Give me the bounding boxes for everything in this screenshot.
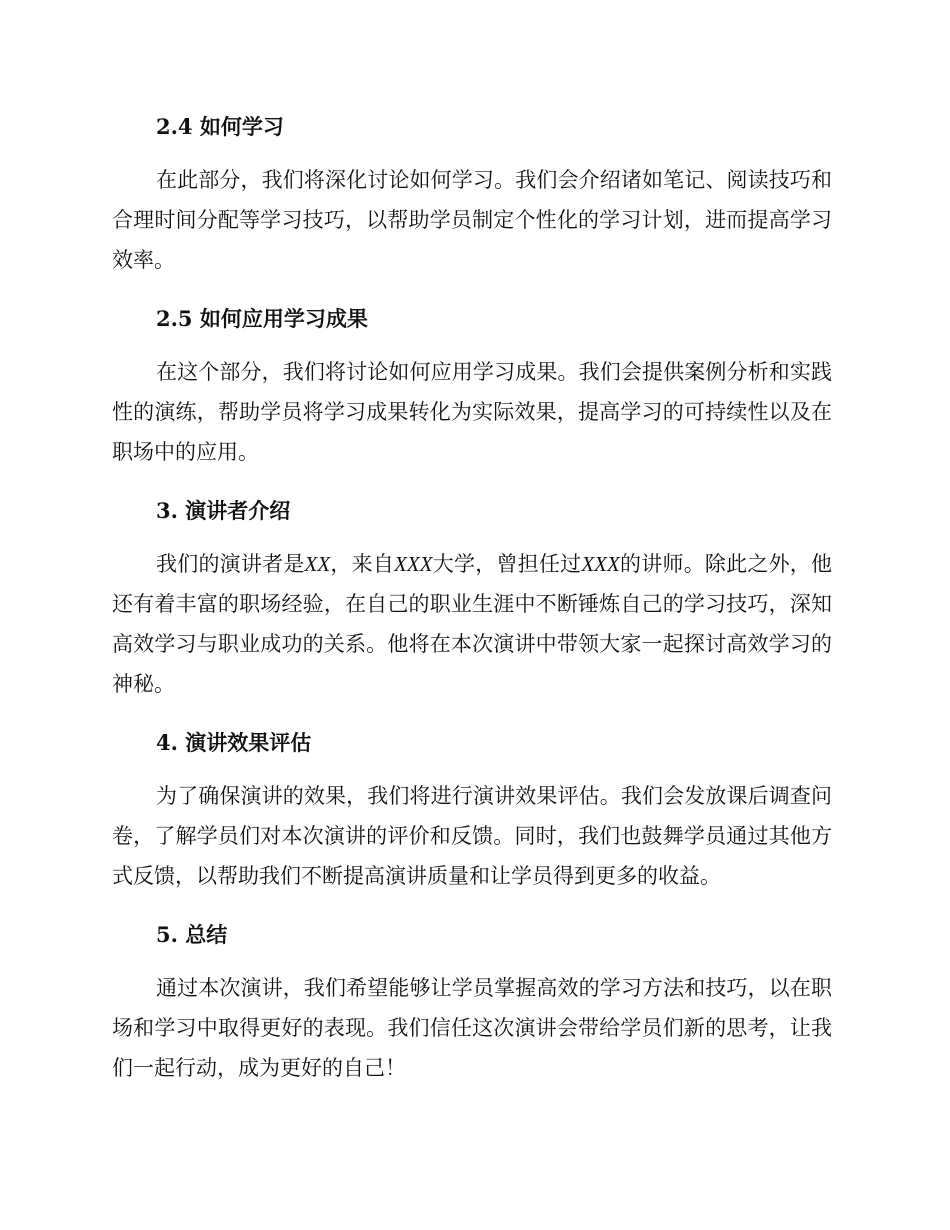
- section-heading: 5. 总结: [156, 922, 228, 947]
- document-content: [112, 108, 832, 1104]
- section-2-5: [112, 300, 832, 472]
- section-heading: 4. 演讲效果评估: [156, 730, 312, 755]
- section-paragraph: 通过本次演讲，我们希望能够让学员掌握高效的学习方法和技巧，以在职场和学习中取得更好的表现。我们信任这次演讲会带给学员们新的思考，让我们一起行动，成为更好的自己！: [112, 976, 832, 1080]
- section-paragraph: [112, 544, 832, 704]
- math-text: XXX: [581, 552, 620, 576]
- section-heading: 2.4 如何学习: [156, 114, 284, 139]
- section-3: [112, 492, 832, 704]
- section-2-4: [112, 108, 832, 280]
- section-paragraph: 在这个部分，我们将讨论如何应用学习成果。我们会提供案例分析和实践性的演练，帮助学员将学习成果转化为实际效果，提高学习的可持续性以及在职场中的应用。: [112, 360, 832, 464]
- math-text: XXX: [394, 552, 433, 576]
- paragraph-text: 大学，曾担任过: [432, 552, 582, 576]
- section-4: [112, 724, 832, 896]
- paragraph-text: ，来自: [330, 552, 395, 576]
- section-paragraph: 为了确保演讲的效果，我们将进行演讲效果评估。我们会发放课后调查问卷，了解学员们对本次演讲的评价和反馈。同时，我们也鼓舞学员通过其他方式反馈，以帮助我们不断提高演讲质量和让学员得到更多的收益。: [112, 784, 832, 888]
- paragraph-text: 的讲师。除此之外，他还有着丰富的职场经验，在自己的职业生涯中不断锤炼自己的学习技巧，深知高效学习与职业成功的关系。他将在本次演讲中带领大家一起探讨高效学习的神秘。: [112, 552, 833, 696]
- section-heading: 3. 演讲者介绍: [156, 498, 291, 523]
- paragraph-text: 我们的演讲者是: [156, 552, 305, 576]
- math-text: XX: [304, 552, 331, 576]
- section-heading: 2.5 如何应用学习成果: [156, 306, 368, 331]
- section-paragraph: 在此部分，我们将深化讨论如何学习。我们会介绍诸如笔记、阅读技巧和合理时间分配等学习技巧，以帮助学员制定个性化的学习计划，进而提高学习效率。: [112, 168, 832, 272]
- section-5: [112, 916, 832, 1088]
